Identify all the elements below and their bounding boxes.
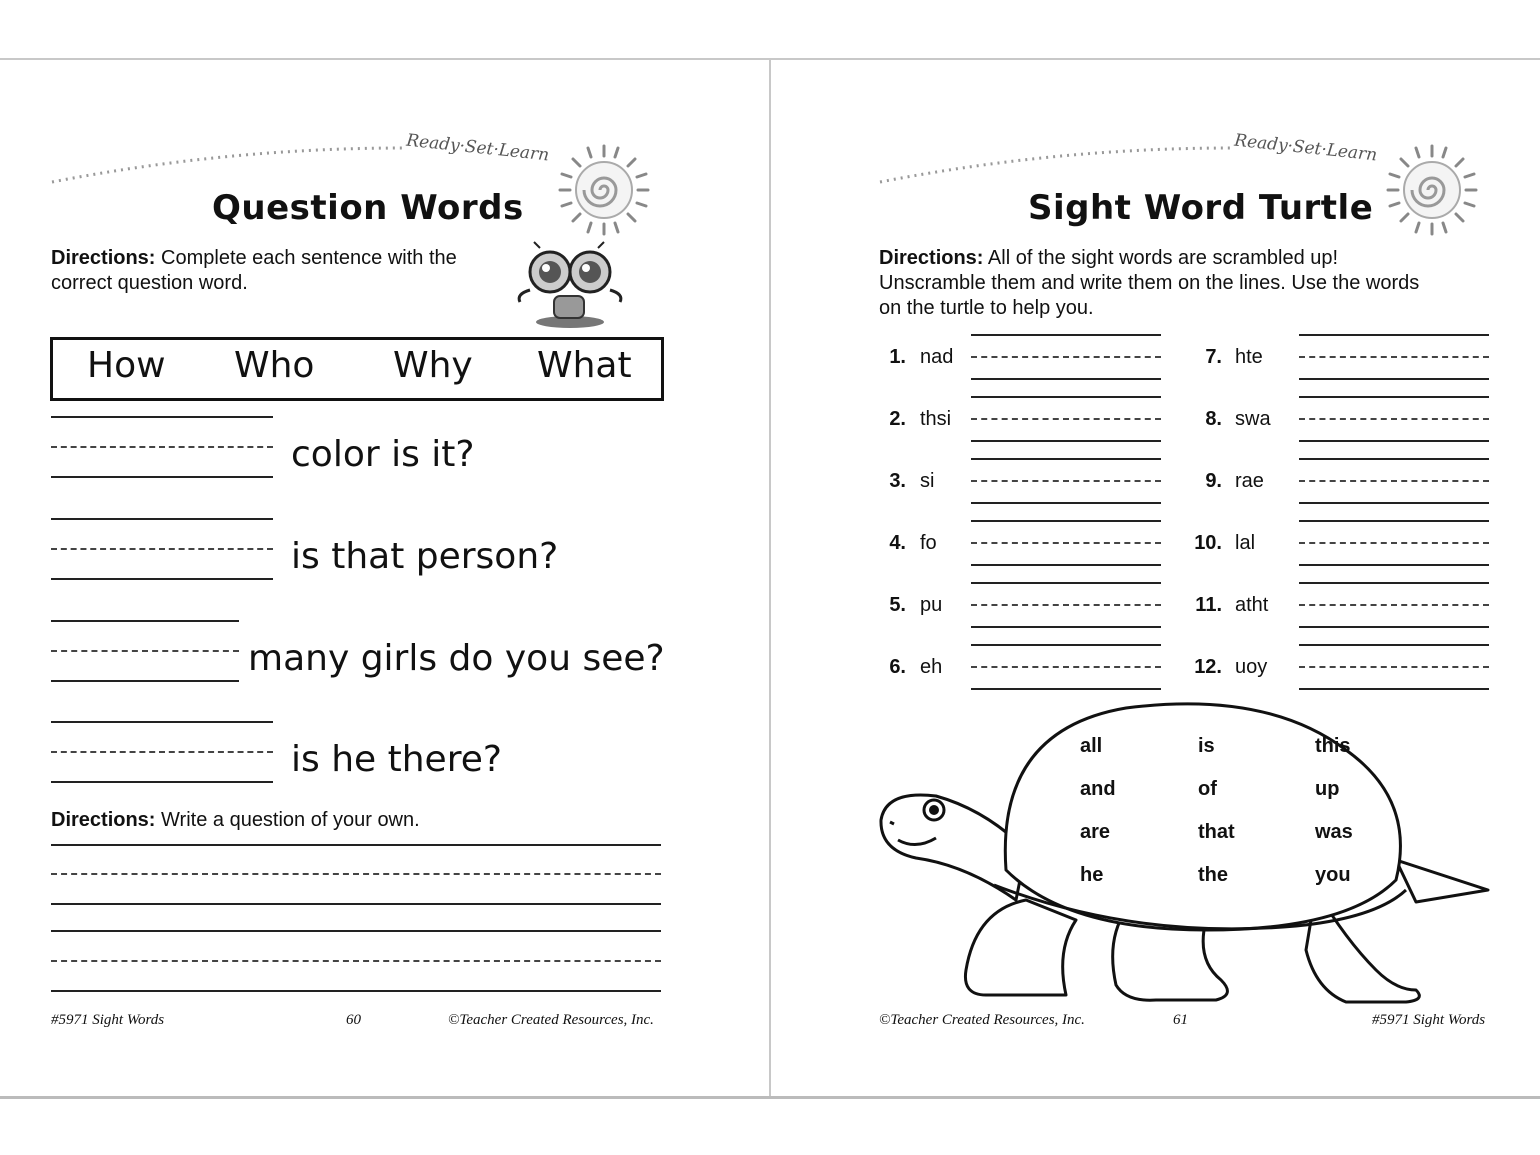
answer-line-mid xyxy=(51,548,273,550)
item-number: 9. xyxy=(1205,470,1222,492)
turtle-word: he xyxy=(1080,864,1104,886)
turtle-word: that xyxy=(1198,821,1235,843)
answer-line-base xyxy=(51,578,273,580)
answer-line-top xyxy=(51,518,273,520)
page-title: Question Words xyxy=(212,188,524,228)
answer-line-base xyxy=(1299,440,1489,442)
directions-2-label: Directions: xyxy=(51,809,156,831)
answer-line-top xyxy=(971,582,1161,584)
item-number: 1. xyxy=(889,346,906,368)
writing-line-mid xyxy=(51,960,661,962)
answer-line-top xyxy=(1299,334,1489,336)
writing-line-base xyxy=(51,903,661,905)
answer-line-mid xyxy=(971,356,1161,358)
answer-line-top xyxy=(971,334,1161,336)
scrambled-word: hte xyxy=(1235,346,1263,368)
answer-line-mid xyxy=(51,446,273,448)
turtle-word: was xyxy=(1315,821,1353,843)
item-number: 5. xyxy=(889,594,906,616)
writing-line-top xyxy=(51,930,661,932)
answer-line-base xyxy=(971,502,1161,504)
directions-label: Directions: xyxy=(51,247,156,269)
turtle-illustration xyxy=(876,690,1496,1010)
answer-line-top xyxy=(51,620,239,622)
answer-line-top xyxy=(1299,396,1489,398)
scrambled-word: eh xyxy=(920,656,943,678)
footer-right: #5971 Sight Words xyxy=(1372,1012,1486,1028)
page-bottom-border xyxy=(0,1096,1540,1099)
answer-line-base xyxy=(971,378,1161,380)
answer-line-base xyxy=(971,564,1161,566)
answer-line-mid xyxy=(971,480,1161,482)
answer-line-base xyxy=(1299,502,1489,504)
directions-label: Directions: xyxy=(879,247,984,269)
answer-line-mid xyxy=(51,751,273,753)
turtle-word: of xyxy=(1198,778,1217,800)
directions-text: Complete each sentence with the correct question word. xyxy=(51,247,457,294)
directions-2-text: Write a question of your own. xyxy=(161,809,420,831)
answer-line-mid xyxy=(971,604,1161,606)
writing-line-base xyxy=(51,990,661,992)
answer-line-base xyxy=(51,680,239,682)
page-title: Sight Word Turtle xyxy=(1028,188,1374,228)
answer-line-top xyxy=(971,644,1161,646)
answer-line-top xyxy=(1299,520,1489,522)
footer-left: #5971 Sight Words xyxy=(51,1012,165,1028)
answer-line-mid xyxy=(971,418,1161,420)
item-number: 2. xyxy=(889,408,906,430)
word-bank-how: How xyxy=(87,345,166,386)
footer-right: ©Teacher Created Resources, Inc. xyxy=(448,1012,654,1028)
item-number: 10. xyxy=(1194,532,1222,554)
sentence-3: many girls do you see? xyxy=(248,638,665,679)
answer-line-base xyxy=(971,626,1161,628)
scrambled-word: pu xyxy=(920,594,943,616)
answer-line-mid xyxy=(1299,604,1489,606)
turtle-word: is xyxy=(1198,735,1215,757)
directions-2 xyxy=(51,808,651,833)
binoculars-mascot-icon xyxy=(510,240,634,330)
word-bank-why: Why xyxy=(393,345,473,386)
answer-line-base xyxy=(1299,564,1489,566)
brand-ready-set-learn: Ready·Set·Learn xyxy=(405,130,551,166)
directions xyxy=(51,246,511,296)
answer-line-base xyxy=(1299,626,1489,628)
scrambled-word: thsi xyxy=(920,408,952,430)
writing-line-mid xyxy=(51,873,661,875)
scrambled-word: nad xyxy=(920,346,954,368)
footer-page-number: 61 xyxy=(1173,1012,1188,1028)
item-number: 7. xyxy=(1205,346,1222,368)
footer-page-number: 60 xyxy=(346,1012,361,1028)
page-spine xyxy=(769,60,771,1096)
item-number: 6. xyxy=(889,656,906,678)
answer-line-top xyxy=(51,721,273,723)
answer-line-mid xyxy=(1299,418,1489,420)
scrambled-word: rae xyxy=(1235,470,1264,492)
answer-line-top xyxy=(971,396,1161,398)
item-number: 4. xyxy=(889,532,906,554)
sun-icon xyxy=(552,138,656,242)
turtle-word: are xyxy=(1080,821,1111,843)
turtle-word: the xyxy=(1198,864,1228,886)
scrambled-word: si xyxy=(920,470,935,492)
turtle-word: you xyxy=(1315,864,1351,886)
answer-line-top xyxy=(971,520,1161,522)
item-number: 8. xyxy=(1205,408,1222,430)
answer-line-mid xyxy=(51,650,239,652)
footer-left: ©Teacher Created Resources, Inc. xyxy=(879,1012,1085,1028)
scrambled-word: fo xyxy=(920,532,937,554)
scrambled-word: lal xyxy=(1235,532,1256,554)
directions xyxy=(879,246,1439,321)
turtle-word: up xyxy=(1315,778,1340,800)
answer-line-mid xyxy=(971,666,1161,668)
answer-line-top xyxy=(1299,458,1489,460)
item-number: 11. xyxy=(1195,594,1222,616)
scrambled-word: atht xyxy=(1235,594,1269,616)
answer-line-base xyxy=(51,476,273,478)
word-bank-what: What xyxy=(537,345,632,386)
sentence-2: is that person? xyxy=(291,536,559,577)
answer-line-base xyxy=(51,781,273,783)
sentence-1: color is it? xyxy=(291,434,475,475)
dotted-arc-decoration xyxy=(48,140,408,190)
answer-line-mid xyxy=(1299,356,1489,358)
answer-line-mid xyxy=(1299,480,1489,482)
item-number: 3. xyxy=(889,470,906,492)
answer-line-top xyxy=(971,458,1161,460)
writing-line-top xyxy=(51,844,661,846)
answer-line-mid xyxy=(1299,542,1489,544)
answer-line-top xyxy=(51,416,273,418)
turtle-word: this xyxy=(1315,735,1351,757)
sentence-4: is he there? xyxy=(291,739,502,780)
dotted-arc-decoration xyxy=(876,140,1236,190)
directions-text: All of the sight words are scrambled up! Unscramble them and write them on the lines. Use the words on the turtle to help you. xyxy=(879,247,1420,319)
answer-line-base xyxy=(971,440,1161,442)
answer-line-top xyxy=(1299,582,1489,584)
answer-line-mid xyxy=(971,542,1161,544)
turtle-word: and xyxy=(1080,778,1116,800)
brand-ready-set-learn: Ready·Set·Learn xyxy=(1233,130,1379,166)
answer-line-base xyxy=(1299,378,1489,380)
scrambled-word: uoy xyxy=(1235,656,1268,678)
turtle-word: all xyxy=(1080,735,1103,757)
answer-line-mid xyxy=(1299,666,1489,668)
answer-line-top xyxy=(1299,644,1489,646)
sun-icon xyxy=(1380,138,1484,242)
word-bank-who: Who xyxy=(234,345,315,386)
item-number: 12. xyxy=(1194,656,1222,678)
scrambled-word: swa xyxy=(1235,408,1271,430)
